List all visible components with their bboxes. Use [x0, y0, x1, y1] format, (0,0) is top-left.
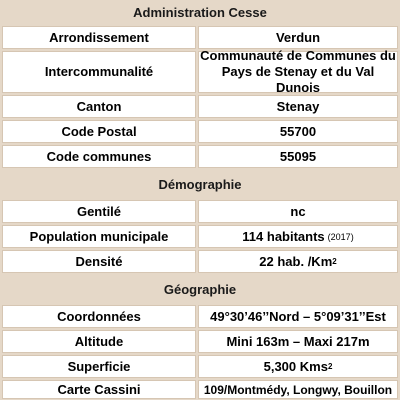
- row-value: nc: [198, 200, 398, 223]
- row-value: 5,300 Kms 2: [198, 355, 398, 378]
- row-value: Mini 163m – Maxi 217m: [198, 330, 398, 353]
- row-value: [198, 48, 398, 95]
- row-value-line-1: Communauté de Communes du: [200, 48, 396, 63]
- info-row-superficie: [2, 355, 398, 378]
- row-label: Carte Cassini: [2, 380, 196, 399]
- population-value: 114 habitants: [242, 228, 325, 244]
- info-row-arrondissement: [2, 26, 398, 49]
- row-label: Altitude: [2, 330, 196, 353]
- densite-value: 22 hab. /Km: [259, 253, 333, 269]
- info-row-coordonnees: [2, 305, 398, 328]
- section-title: Administration Cesse: [133, 5, 267, 20]
- row-label: Intercommunalité: [2, 51, 196, 93]
- superficie-value: 5,300 Kms: [263, 358, 328, 374]
- info-row-canton: [2, 95, 398, 118]
- row-label: Densité: [2, 250, 196, 273]
- row-label: Coordonnées: [2, 305, 196, 328]
- section-title: Démographie: [158, 176, 242, 192]
- row-label: Gentilé: [2, 200, 196, 223]
- row-value: 49°30’46’’Nord – 5°09’31’’Est: [198, 305, 398, 328]
- info-row-gentile: [2, 200, 398, 223]
- row-value: 55095: [198, 145, 398, 168]
- row-value: Verdun: [198, 26, 398, 49]
- info-row-intercommunalite: [2, 48, 398, 95]
- info-row-code-communes: [2, 145, 398, 168]
- row-label: Code communes: [2, 145, 196, 168]
- row-label: Canton: [2, 95, 196, 118]
- info-row-altitude: [2, 330, 398, 353]
- info-row-carte-cassini: [2, 380, 398, 399]
- row-label: Code Postal: [2, 120, 196, 143]
- info-row-population: [2, 225, 398, 248]
- row-value: 109/Montmédy, Longwy, Bouillon: [198, 380, 398, 399]
- row-value: [198, 225, 398, 248]
- row-label: Population municipale: [2, 225, 196, 248]
- section-header-administration: [2, 1, 398, 24]
- info-row-densite: [2, 250, 398, 273]
- population-year-note: (2017): [327, 231, 354, 242]
- row-value: 22 hab. /Km 2: [198, 250, 398, 273]
- row-value: Stenay: [198, 95, 398, 118]
- row-value-line-2: Pays de Stenay et du Val Dunois: [221, 64, 375, 95]
- row-value: 55700: [198, 120, 398, 143]
- section-header-demographie: [2, 170, 398, 198]
- row-label: Superficie: [2, 355, 196, 378]
- info-row-code-postal: [2, 120, 398, 143]
- section-title: Géographie: [163, 281, 237, 297]
- row-label: Arrondissement: [2, 26, 196, 49]
- section-header-geographie: [2, 275, 398, 303]
